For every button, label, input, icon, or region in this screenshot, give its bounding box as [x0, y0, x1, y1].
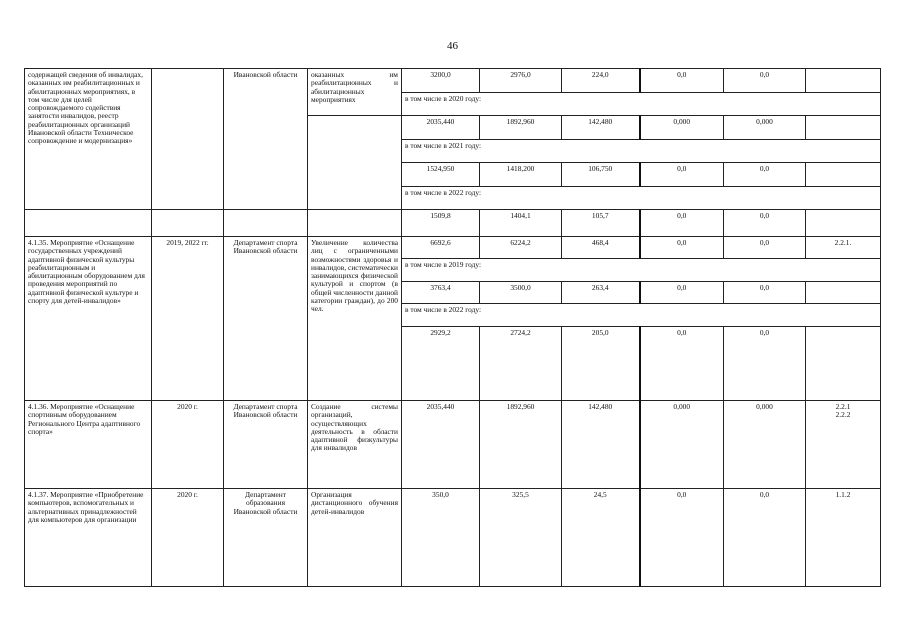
cell-value: 0,0: [724, 327, 806, 401]
cell-value: 0,0: [724, 163, 806, 187]
cell-value: 0,0: [640, 237, 724, 259]
cell-value: 2035,440: [402, 401, 480, 489]
cell-value: 2035,440: [402, 116, 480, 140]
cell-result-empty: [308, 116, 402, 210]
cell-year: [152, 69, 224, 210]
cell-executor: Департамент спорта Ивановской области: [224, 237, 308, 401]
cell-value: 1892,960: [480, 116, 562, 140]
table-row: [25, 210, 881, 237]
cell-name: 4.1.35. Мероприятие «Оснащение государственных учреждений адаптивной физической культуры реабилитационным и абилитационным оборудованием для проведения мероприятий по адаптивной физической культуре и спорту для детей-инвалидов»: [25, 237, 152, 401]
year-subheader: в том числе в 2021 году:: [402, 140, 881, 163]
cell-name: 4.1.36. Мероприятие «Оснащение спортивным оборудованием Регионального Центра адаптивного спорта»: [25, 401, 152, 489]
cell-value: 6692,6: [402, 237, 480, 259]
cell-value: 0,000: [724, 401, 806, 489]
cell-value: 0,0: [724, 210, 806, 237]
cell-executor: Департамент спорта Ивановской области: [224, 401, 308, 489]
cell-value: 0,0: [640, 69, 724, 93]
cell-value: 2976,0: [480, 69, 562, 93]
cell-ref: [806, 210, 881, 237]
cell-value: 205,0: [562, 327, 640, 401]
cell-value: 0,000: [640, 401, 724, 489]
cell-value: 24,5: [562, 489, 640, 587]
cell-value: 0,0: [724, 282, 806, 304]
cell-executor: Департамент образования Ивановской области: [224, 489, 308, 587]
cell-empty: [308, 210, 402, 237]
cell-value: 106,750: [562, 163, 640, 187]
cell-ref: 2.2.1.: [806, 237, 881, 259]
cell-empty: [224, 210, 308, 237]
cell-value: 2724,2: [480, 327, 562, 401]
cell-result: оказанных им реабилитационных и абилитационных мероприятиях: [308, 69, 402, 116]
year-subheader: в том числе в 2020 году:: [402, 93, 881, 116]
cell-value: 468,4: [562, 237, 640, 259]
cell-value: 3500,0: [480, 282, 562, 304]
cell-value: 2929,2: [402, 327, 480, 401]
cell-name: 4.1.37. Мероприятие «Приобретение компьютеров, вспомогательных и альтернативных принадлежностей для компьютеров для организации: [25, 489, 152, 587]
cell-ref: 1.1.2: [806, 489, 881, 587]
cell-value: 105,7: [562, 210, 640, 237]
program-table: [24, 68, 881, 587]
table-row: [25, 401, 881, 489]
year-subheader: в том числе в 2019 году:: [402, 259, 881, 282]
cell-value: 0,0: [724, 237, 806, 259]
cell-value: 142,480: [562, 116, 640, 140]
cell-value: 350,0: [402, 489, 480, 587]
cell-name-continuation: [25, 210, 152, 237]
cell-value: 263,4: [562, 282, 640, 304]
cell-result: Организация дистанционного обучения детей-инвалидов: [308, 489, 402, 587]
cell-ref: [806, 282, 881, 304]
cell-value: 0,0: [640, 489, 724, 587]
cell-value: 0,000: [640, 116, 724, 140]
cell-result: Увеличение количества лиц с ограниченными возможностями здоровья и инвалидов, систематически занимающихся физической культурой и спортом (в общей численности данной категории граждан), до 200 чел.: [308, 237, 402, 401]
cell-value: 6224,2: [480, 237, 562, 259]
cell-value: 0,0: [640, 282, 724, 304]
cell-value: 1892,960: [480, 401, 562, 489]
cell-ref: [806, 116, 881, 140]
cell-value: 1418,200: [480, 163, 562, 187]
cell-ref: [806, 163, 881, 187]
cell-value: 1404,1: [480, 210, 562, 237]
cell-value: 224,0: [562, 69, 640, 93]
cell-empty: [152, 210, 224, 237]
year-subheader: в том числе в 2022 году:: [402, 187, 881, 210]
table-row: [25, 237, 881, 259]
cell-value: 3200,0: [402, 69, 480, 93]
cell-value: 0,0: [724, 69, 806, 93]
cell-year: 2020 г.: [152, 401, 224, 489]
cell-value: 142,480: [562, 401, 640, 489]
cell-value: 1509,8: [402, 210, 480, 237]
table-row: [25, 69, 881, 93]
table-row: [25, 489, 881, 587]
cell-name: содержащей сведения об инвалидах, оказанных им реабилитационных и абилитационных мероприятиях, в том числе для целей сопровождаемого содействия занятости инвалидов, реестр реабилитационных организаций Ивановской области Техническое сопровождение и модернизация»: [25, 69, 152, 210]
cell-ref: [806, 327, 881, 401]
cell-year: 2019, 2022 гг.: [152, 237, 224, 401]
cell-value: 0,0: [640, 327, 724, 401]
cell-year: 2020 г.: [152, 489, 224, 587]
cell-executor: Ивановской области: [224, 69, 308, 210]
cell-value: 0,0: [724, 489, 806, 587]
cell-value: 0,000: [724, 116, 806, 140]
cell-ref: 2.2.1 2.2.2: [806, 401, 881, 489]
cell-value: 325,5: [480, 489, 562, 587]
cell-value: 0,0: [640, 210, 724, 237]
cell-ref: [806, 69, 881, 93]
year-subheader: в том числе в 2022 году:: [402, 304, 881, 327]
cell-value: 1524,950: [402, 163, 480, 187]
page-number: 46: [447, 40, 458, 52]
cell-value: 3763,4: [402, 282, 480, 304]
cell-value: 0,0: [640, 163, 724, 187]
cell-result: Создание системы организаций, осуществляющих деятельность в области адаптивной физкультуры для инвалидов: [308, 401, 402, 489]
